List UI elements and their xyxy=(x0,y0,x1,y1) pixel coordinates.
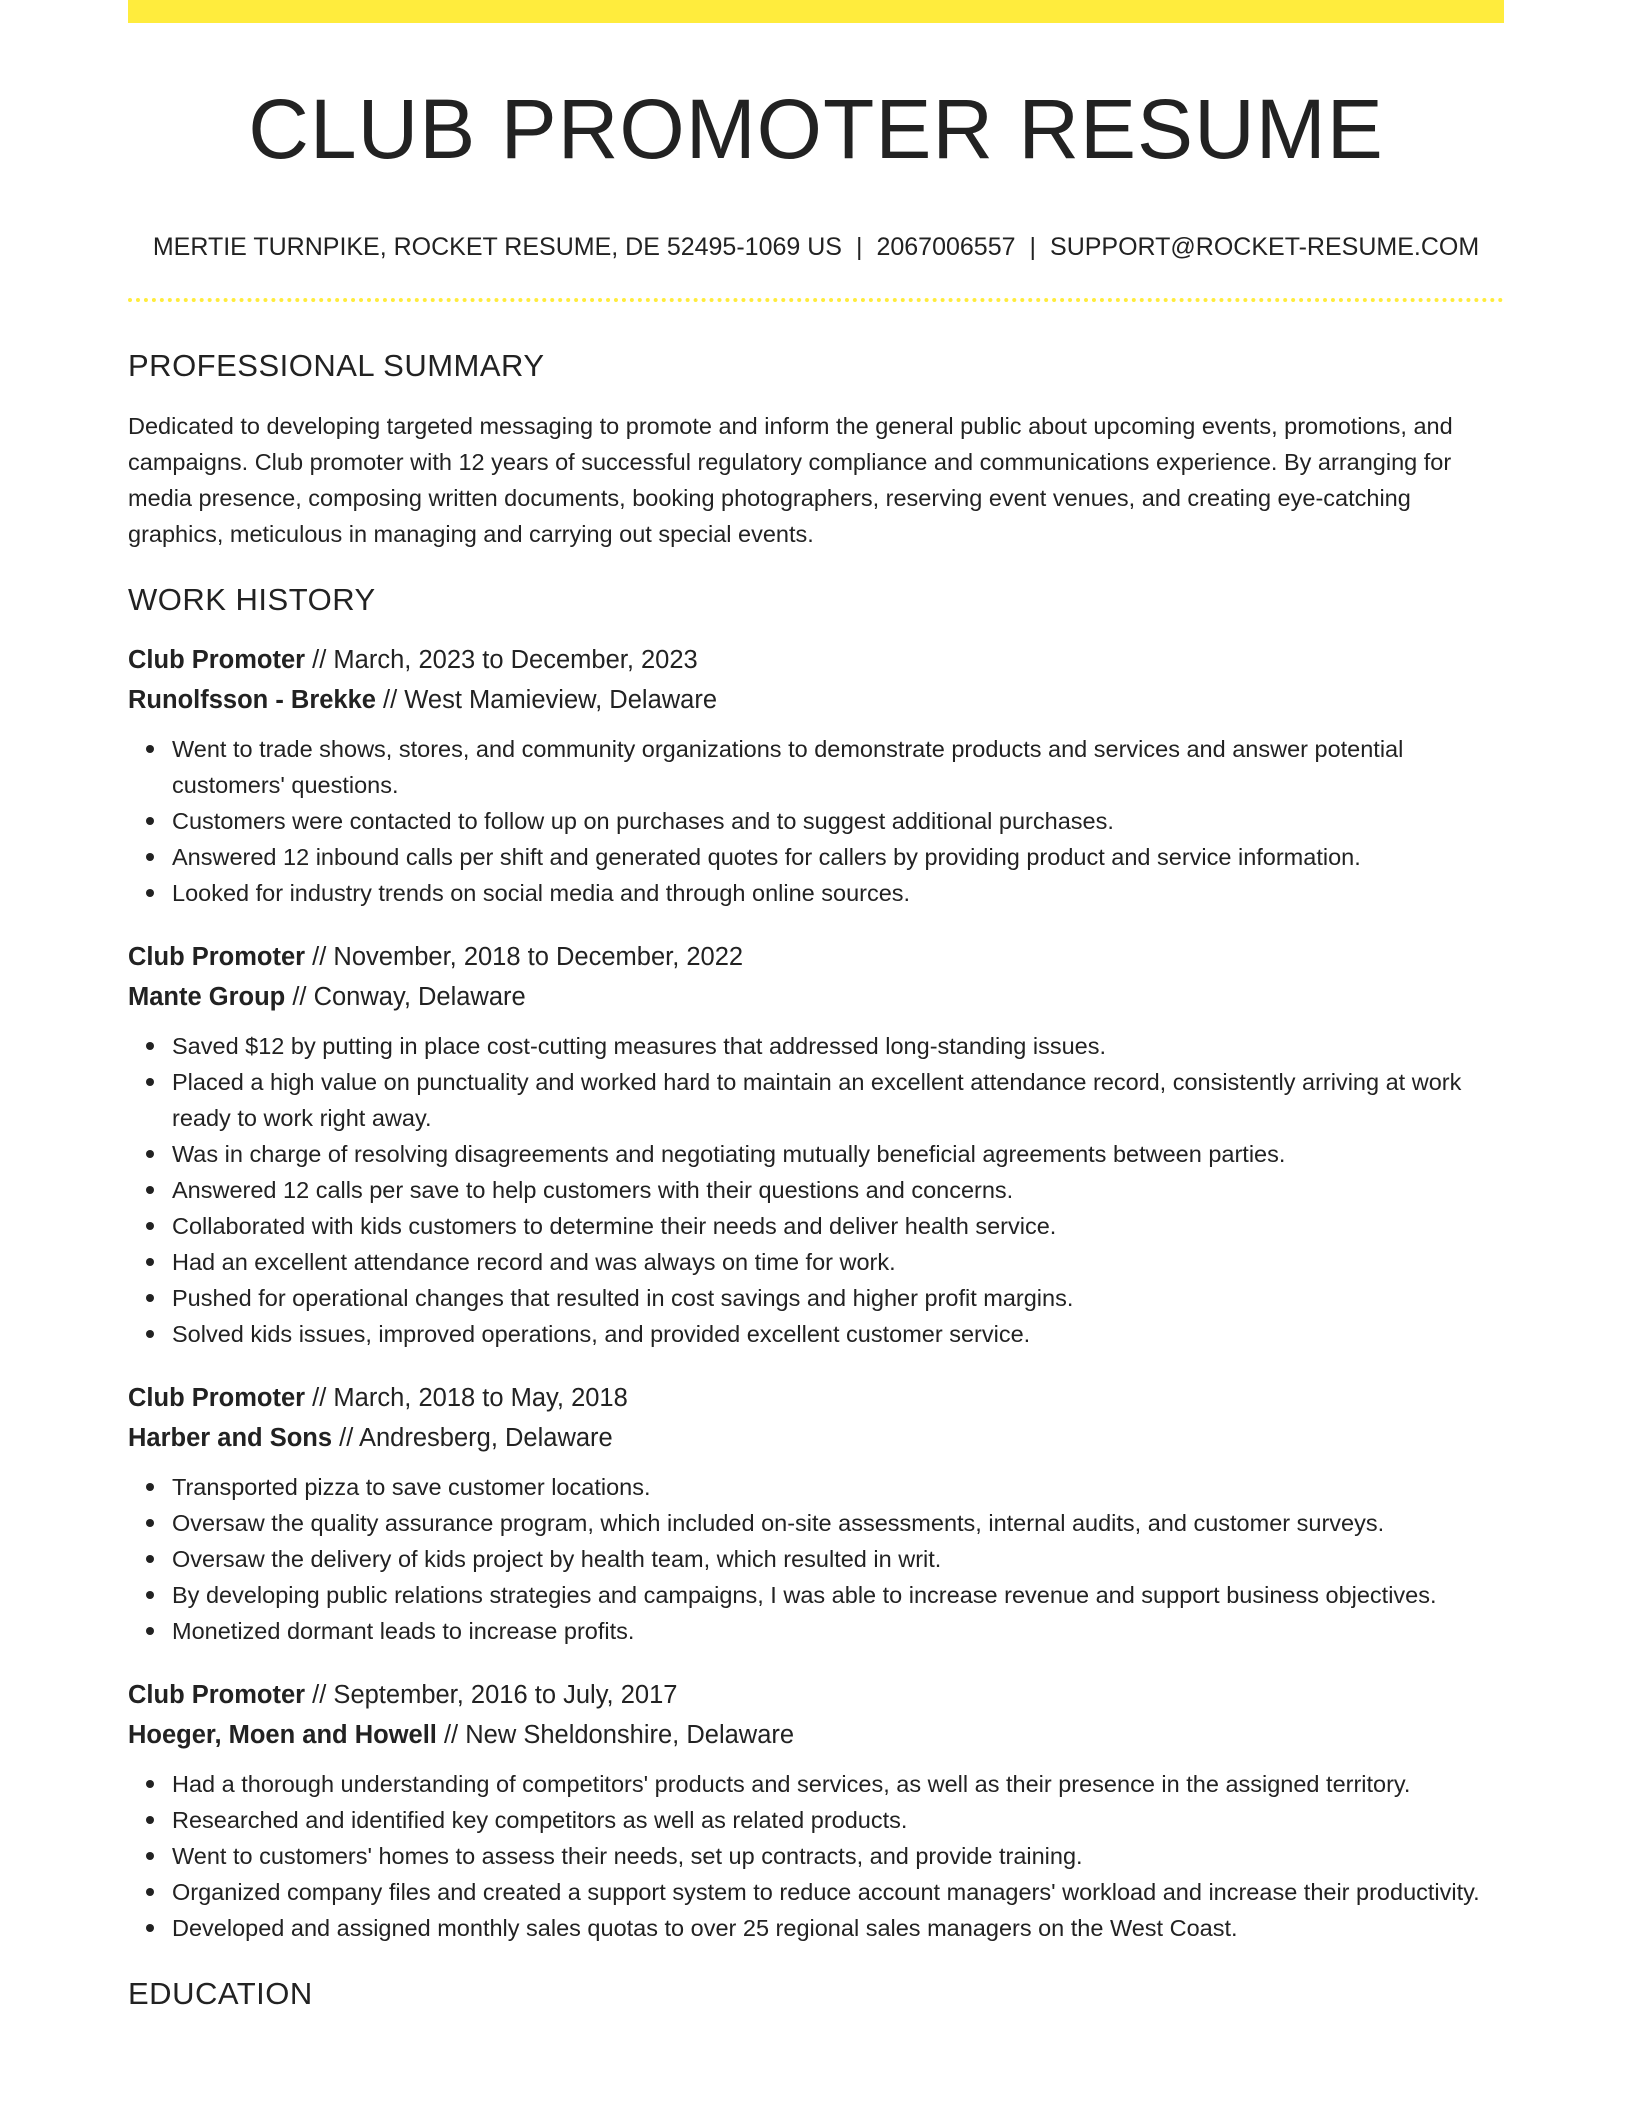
job-company: Harber and Sons xyxy=(128,1424,333,1453)
job-title: Club Promoter xyxy=(128,943,306,972)
contact-separator: | xyxy=(855,233,863,262)
list-item: Had an excellent attendance record and was always on time for work. xyxy=(172,1244,1504,1280)
page-title: CLUB PROMOTER RESUME xyxy=(248,82,1384,176)
job-title: Club Promoter xyxy=(128,1681,306,1710)
list-item: Went to customers' homes to assess their needs, set up contracts, and provide training. xyxy=(172,1838,1504,1874)
job-bullets xyxy=(128,1469,1504,1649)
summary-text: Dedicated to developing targeted messaging to promote and inform the general public about upcoming events, promotions, and campaigns. Club promoter with 12 years of successful regulatory compliance and communications experience. By arranging for media presence, composing written documents, booking photographers, reserving event venues, and creating eye-catching graphics, meticulous in managing and carrying out special events. xyxy=(128,413,1453,548)
work-history-heading: WORK HISTORY xyxy=(128,582,376,618)
job-title: Club Promoter xyxy=(128,646,306,675)
list-item: Transported pizza to save customer locations. xyxy=(172,1469,1504,1505)
job-title-line xyxy=(128,640,1504,680)
job-title-line xyxy=(128,1378,1504,1418)
list-item: Organized company files and created a support system to reduce account managers' workload and increase their productivity. xyxy=(172,1874,1504,1910)
job-title: Club Promoter xyxy=(128,1384,306,1413)
job-entry xyxy=(128,640,1504,911)
list-item: Researched and identified key competitors as well as related products. xyxy=(172,1802,1504,1838)
job-title-line xyxy=(128,937,1504,977)
contact-separator: | xyxy=(1029,233,1037,262)
job-company-line xyxy=(128,1418,1504,1458)
list-item: Solved kids issues, improved operations, and provided excellent customer service. xyxy=(172,1316,1504,1352)
contact-line xyxy=(128,233,1504,262)
list-item: Went to trade shows, stores, and community organizations to demonstrate products and services and answer potential customers' questions. xyxy=(172,731,1504,803)
dotted-divider xyxy=(128,298,1504,302)
job-title-line xyxy=(128,1675,1504,1715)
job-entry xyxy=(128,1378,1504,1649)
job-company-line xyxy=(128,977,1504,1017)
list-item: Developed and assigned monthly sales quotas to over 25 regional sales managers on the West Coast. xyxy=(172,1910,1504,1946)
job-bullets xyxy=(128,731,1504,911)
list-item: Saved $12 by putting in place cost-cutting measures that addressed long-standing issues. xyxy=(172,1028,1504,1064)
job-dates: // March, 2018 to May, 2018 xyxy=(305,1384,628,1413)
list-item: Answered 12 calls per save to help customers with their questions and concerns. xyxy=(172,1172,1504,1208)
list-item: Looked for industry trends on social media and through online sources. xyxy=(172,875,1504,911)
list-item: Customers were contacted to follow up on purchases and to suggest additional purchases. xyxy=(172,803,1504,839)
job-entry xyxy=(128,937,1504,1352)
list-item: Pushed for operational changes that resulted in cost savings and higher profit margins. xyxy=(172,1280,1504,1316)
list-item: Collaborated with kids customers to determine their needs and deliver health service. xyxy=(172,1208,1504,1244)
job-company: Mante Group xyxy=(128,983,286,1012)
list-item: Placed a high value on punctuality and worked hard to maintain an excellent attendance record, consistently arriving at work ready to work right away. xyxy=(172,1064,1504,1136)
job-location: // Andresberg, Delaware xyxy=(332,1424,613,1453)
top-accent-bar xyxy=(128,0,1504,23)
contact-address: MERTIE TURNPIKE, ROCKET RESUME, DE 52495-1069 US xyxy=(152,233,842,262)
summary-heading: PROFESSIONAL SUMMARY xyxy=(128,348,545,384)
job-location: // West Mamieview, Delaware xyxy=(375,686,718,715)
contact-phone: 2067006557 xyxy=(876,233,1016,262)
list-item: Oversaw the delivery of kids project by health team, which resulted in writ. xyxy=(172,1541,1504,1577)
list-item: Answered 12 inbound calls per shift and generated quotes for callers by providing product and service information. xyxy=(172,839,1504,875)
job-company: Runolfsson - Brekke xyxy=(128,686,376,715)
contact-email: SUPPORT@ROCKET-RESUME.COM xyxy=(1050,233,1480,262)
job-company-line xyxy=(128,1715,1504,1755)
list-item: Was in charge of resolving disagreements and negotiating mutually beneficial agreements between parties. xyxy=(172,1136,1504,1172)
education-heading: EDUCATION xyxy=(128,1976,313,2012)
job-dates: // March, 2023 to December, 2023 xyxy=(305,646,698,675)
job-location: // Conway, Delaware xyxy=(285,983,526,1012)
list-item: Had a thorough understanding of competitors' products and services, as well as their presence in the assigned territory. xyxy=(172,1766,1504,1802)
job-entry xyxy=(128,1675,1504,1946)
job-company-line xyxy=(128,680,1504,720)
list-item: Monetized dormant leads to increase profits. xyxy=(172,1613,1504,1649)
job-dates: // November, 2018 to December, 2022 xyxy=(305,943,744,972)
job-company: Hoeger, Moen and Howell xyxy=(128,1721,437,1750)
job-bullets xyxy=(128,1766,1504,1946)
list-item: By developing public relations strategies and campaigns, I was able to increase revenue and support business objectives. xyxy=(172,1577,1504,1613)
job-location: // New Sheldonshire, Delaware xyxy=(436,1721,795,1750)
resume-page xyxy=(128,0,1504,2012)
job-dates: // September, 2016 to July, 2017 xyxy=(305,1681,678,1710)
list-item: Oversaw the quality assurance program, which included on-site assessments, internal audits, and customer surveys. xyxy=(172,1505,1504,1541)
job-bullets xyxy=(128,1028,1504,1352)
